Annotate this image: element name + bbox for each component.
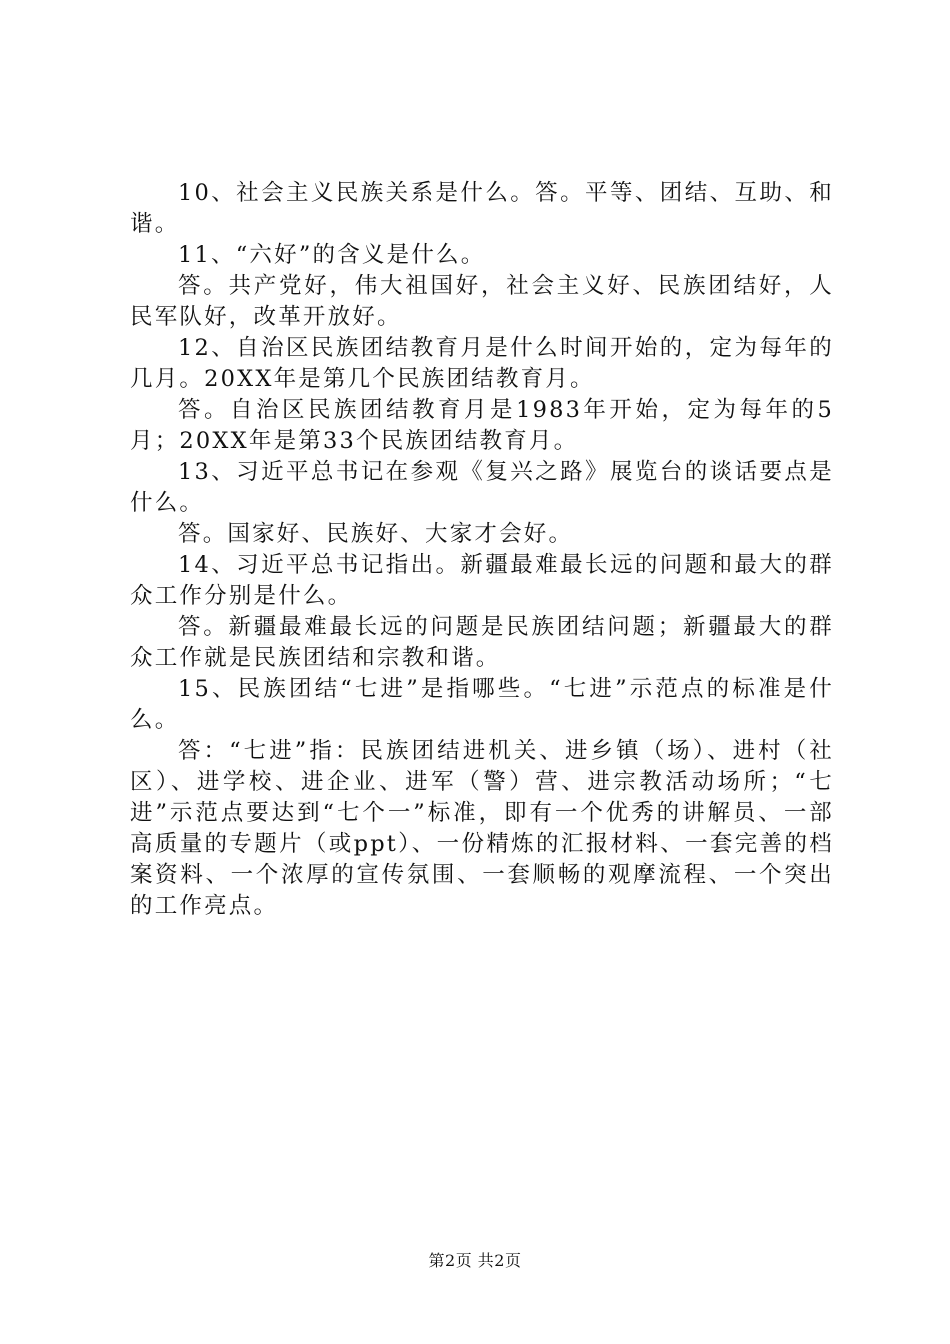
paragraph-a11: 答。共产党好，伟大祖国好，社会主义好、民族团结好，人民军队好，改革开放好。 [130,273,834,330]
paragraph-q13: 13、习近平总书记在参观《复兴之路》展览台的谈话要点是什么。 [130,459,834,516]
paragraph-q11: 11、“六好”的含义是什么。 [178,242,486,268]
paragraph-a12: 答。自治区民族团结教育月是1983年开始，定为每年的5月；20XX年是第33个民族团结教育月。 [130,397,834,454]
document-body [130,178,834,922]
paragraph-q12: 12、自治区民族团结教育月是什么时间开始的，定为每年的几月。20XX年是第几个民族团结教育月。 [130,335,834,392]
paragraph-q10: 10、社会主义民族关系是什么。答。平等、团结、互助、和谐。 [130,180,834,237]
page-number-footer: 第2页 共2页 [428,1251,522,1270]
paragraph-a13: 答。国家好、民族好、大家才会好。 [178,521,574,547]
paragraph-a14: 答。新疆最难最长远的问题是民族团结问题；新疆最大的群众工作就是民族团结和宗教和谐。 [130,614,834,671]
paragraph-q15: 15、民族团结“七进”是指哪些。“七进”示范点的标准是什么。 [130,676,834,733]
paragraph-q14: 14、习近平总书记指出。新疆最难最长远的问题和最大的群众工作分别是什么。 [130,552,834,609]
paragraph-a15: 答：“七进”指：民族团结进机关、进乡镇（场）、进村（社区）、进学校、进企业、进军（警）营、进宗教活动场所；“七进”示范点要达到“七个一”标准，即有一个优秀的讲解员、一部高质量的专题片（或ppt）、一份精炼的汇报材料、一套完善的档案资料、一个浓厚的宣传氛围、一套顺畅的观摩流程、一个突出的工作亮点。 [130,738,834,919]
